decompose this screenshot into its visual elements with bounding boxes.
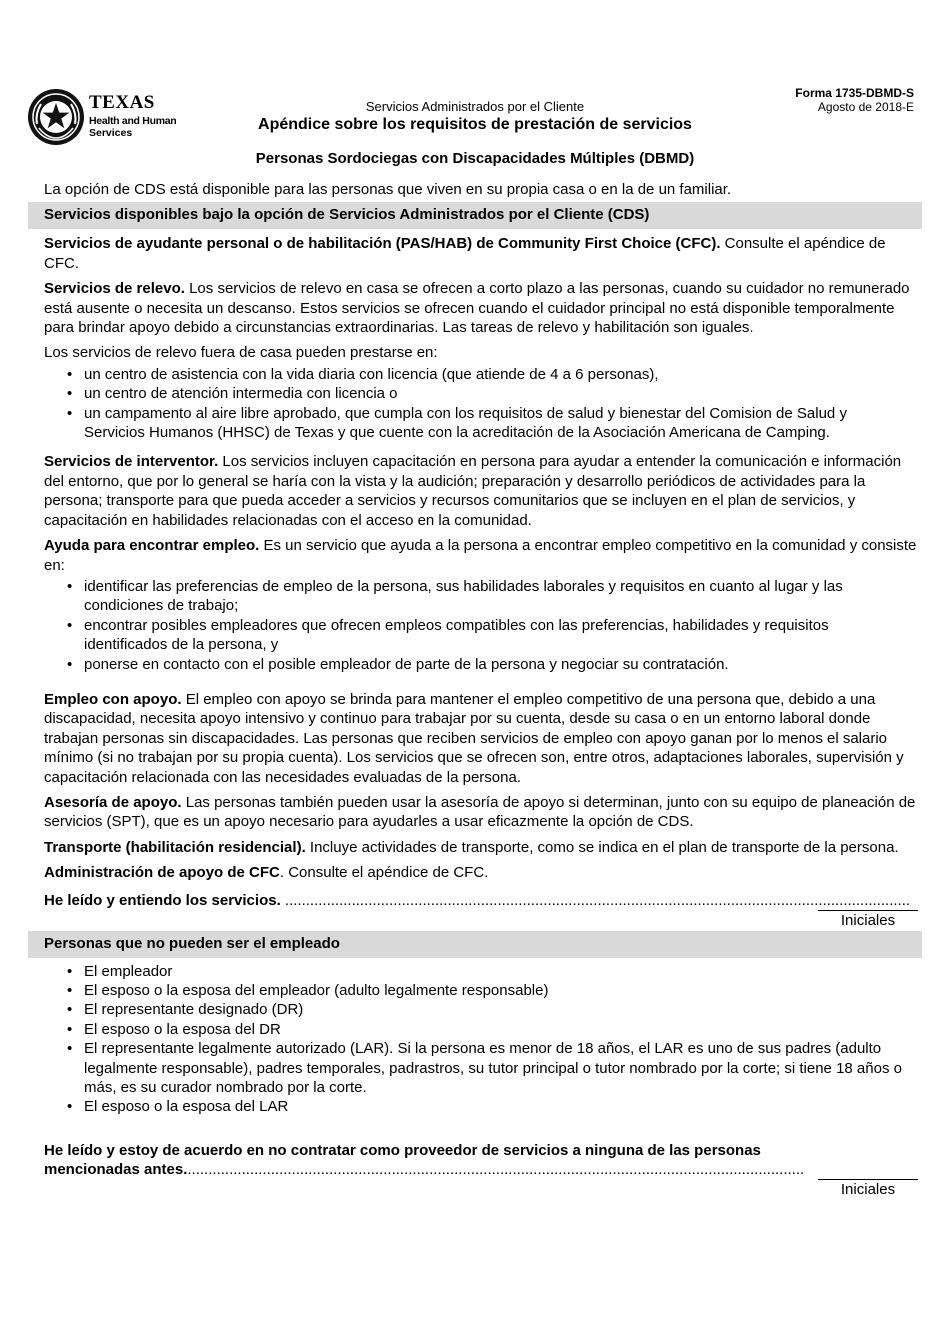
logo-texas: TEXAS bbox=[89, 92, 155, 113]
excluded-ack-dots: .................................................................................................................................................... bbox=[187, 1161, 805, 1179]
respite-list bbox=[44, 365, 924, 443]
excluded-initials-label: Iniciales bbox=[840, 1180, 896, 1198]
supported-employment-text: El empleo con apoyo se brinda para mantener el empleo competitivo de una persona que, debido a una discapacidad, necesita apoyo intensivo y continuo para trabajar por su cuenta, desde su casa o en un entorno laboral donde trabajan personas sin discapacidades. Las personas que reciben servicios de empleo con apoyo ganan por lo menos el salario mínimo (si no trabajan por su propia cuenta). Los servicios que se ofrecen son, entre otros, adaptaciones laborales, supervisión y capacitación relacionada con las necesidades evaluadas de la persona. bbox=[44, 690, 904, 786]
intervener-title: Servicios de interventor. bbox=[44, 453, 219, 471]
supported-employment-title: Empleo con apoyo. bbox=[44, 690, 182, 708]
excluded-ack-text bbox=[44, 1141, 806, 1180]
excluded-acknowledgement bbox=[44, 1141, 924, 1201]
program-name-text: Servicios Administrados por el Cliente bbox=[365, 99, 585, 114]
logo-services-line: Services bbox=[89, 127, 133, 139]
list-item: • un campamento al aire libre aprobado, que cumpla con los requisitos de salud y bienestar del Comision de Salud y Servicios Humanos (HHSC) de Texas y que cuente con la acreditación de la Asociación Americana de Camping. bbox=[84, 404, 924, 443]
employment-title: Ayuda para encontrar empleo. bbox=[44, 537, 260, 555]
list-item: • El representante legalmente autorizado (LAR). Si la persona es menor de 18 años, el LAR es uno de sus padres (adulto legalmente responsable), padres temporales, padrastros, su tutor principal o tutor nombrado por la corte; si tiene 18 años o más, es su curador nombrado por la corte. bbox=[84, 1039, 924, 1097]
transport-text: Incluye actividades de transporte, como se indica en el plan de transporte de la persona. bbox=[305, 838, 899, 856]
list-item: • El esposo o la esposa del DR bbox=[84, 1020, 924, 1039]
services-ack-text bbox=[44, 891, 911, 910]
form-body bbox=[44, 180, 924, 1201]
employment-text: Es un servicio que ayuda a la persona a encontrar empleo competitivo en la comunidad y consiste en: bbox=[44, 537, 917, 574]
respite-text: Los servicios de relevo en casa se ofrecen a corto plazo a las personas, cuando su cuidador no remunerado está ausente o necesita un descanso. Estos servicios se ofrecen cuando el cuidador principal no está disponible temporalmente para brindar apoyo debido a circunstancias extraordinarias. Las tareas de relevo y habilitación son iguales. bbox=[44, 280, 910, 337]
excluded-list bbox=[44, 962, 924, 1117]
excluded-ack-line2 bbox=[44, 1160, 806, 1179]
intro-text: La opción de CDS está disponible para las personas que viven en su propia casa o en la de un familiar. bbox=[44, 181, 732, 198]
services-initials-label: Iniciales bbox=[840, 911, 896, 929]
cfc-text: . Consulte el apéndice de CFC. bbox=[279, 864, 489, 882]
services-ack-label: He leído y entiendo los servicios. bbox=[44, 891, 281, 909]
cfc-title: Administración de apoyo de CFC bbox=[44, 864, 280, 882]
excluded-ack-label: mencionadas antes. bbox=[44, 1161, 188, 1179]
advisor-title: Asesoría de apoyo. bbox=[44, 793, 182, 811]
logo-hhs-line: Health and Human bbox=[89, 115, 177, 127]
employment-paragraph bbox=[44, 536, 924, 575]
intervener-text: Los servicios incluyen capacitación en persona para ayudar a entender la comunicación e información del entorno, que por lo general se haría con la vista y la audición; preparación y desarrollo periódicos de actividades para la persona; transporte para que pueda acceder a servicios y recursos comunitarios que se incluyen en el plan de servicios, y capacitación en habilidades relacionadas con el acceso en la comunidad. bbox=[44, 453, 902, 529]
pas-text: Consulte el apéndice de CFC. bbox=[44, 235, 886, 272]
pas-paragraph bbox=[44, 234, 924, 273]
respite-out-intro: Los servicios de relevo fuera de casa pueden prestarse en: bbox=[44, 344, 438, 362]
advisor-text: Las personas también pueden usar la asesoría de apoyo si determinan, junto con su equipo de planeación de servicios (SPT), que es un apoyo necesario para ayudarles a usar eficazmente la opción de CDS. bbox=[44, 793, 916, 831]
excluded-ack-line1: He leído y estoy de acuerdo en no contratar como proveedor de servicios a ninguna de las personas bbox=[44, 1141, 761, 1159]
list-item: • un centro de asistencia con la vida diaria con licencia (que atiende de 4 a 6 personas), bbox=[84, 365, 924, 384]
list-item: • El esposo o la esposa del LAR bbox=[84, 1097, 924, 1116]
intervener-paragraph bbox=[44, 452, 924, 530]
list-item: • ponerse en contacto con el posible empleador de parte de la persona y negociar su contratación. bbox=[84, 655, 924, 674]
cfc-paragraph bbox=[44, 863, 924, 882]
services-acknowledgement bbox=[44, 891, 924, 931]
advisor-paragraph bbox=[44, 793, 924, 832]
section-heading-services: Servicios disponibles bajo la opción de Servicios Administrados por el Cliente (CDS) bbox=[28, 202, 922, 229]
page-title bbox=[0, 116, 950, 134]
transport-title: Transporte (habilitación residencial). bbox=[44, 838, 306, 856]
respite-paragraph bbox=[44, 279, 924, 337]
list-item: • El representante designado (DR) bbox=[84, 1000, 924, 1019]
employment-list bbox=[44, 577, 924, 674]
program-name bbox=[0, 99, 950, 114]
list-item: • encontrar posibles empleadores que ofrecen empleos compatibles con las preferencias, habilidades y requisitos identificados de la persona, y bbox=[84, 616, 924, 655]
pas-title: Servicios de ayudante personal o de habilitación (PAS/HAB) de Community First Choice (CFC). bbox=[44, 235, 721, 253]
section-heading-excluded: Personas que no pueden ser el empleado bbox=[28, 931, 922, 958]
respite-title: Servicios de relevo. bbox=[44, 280, 185, 298]
list-item: • un centro de atención intermedia con licencia o bbox=[84, 384, 924, 403]
transport-paragraph bbox=[44, 838, 924, 857]
page-title-text: Apéndice sobre los requisitos de prestación de servicios bbox=[258, 116, 692, 133]
services-ack-dots: ...................................................................................................................................................... bbox=[280, 891, 911, 909]
list-item: • identificar las preferencias de empleo de la persona, sus habilidades laborales y requisitos en cuanto al lugar y las condiciones de trabajo; bbox=[84, 577, 924, 616]
form-date: Agosto de 2018-E bbox=[817, 100, 914, 114]
list-item: • El esposo o la esposa del empleador (adulto legalmente responsable) bbox=[84, 981, 924, 1000]
form-number: Forma 1735-DBMD-S bbox=[795, 86, 914, 100]
list-item: • El empleador bbox=[84, 962, 924, 981]
supported-employment-paragraph bbox=[44, 690, 924, 787]
page-subtitle: Personas Sordociegas con Discapacidades Múltiples (DBMD) bbox=[255, 150, 695, 167]
